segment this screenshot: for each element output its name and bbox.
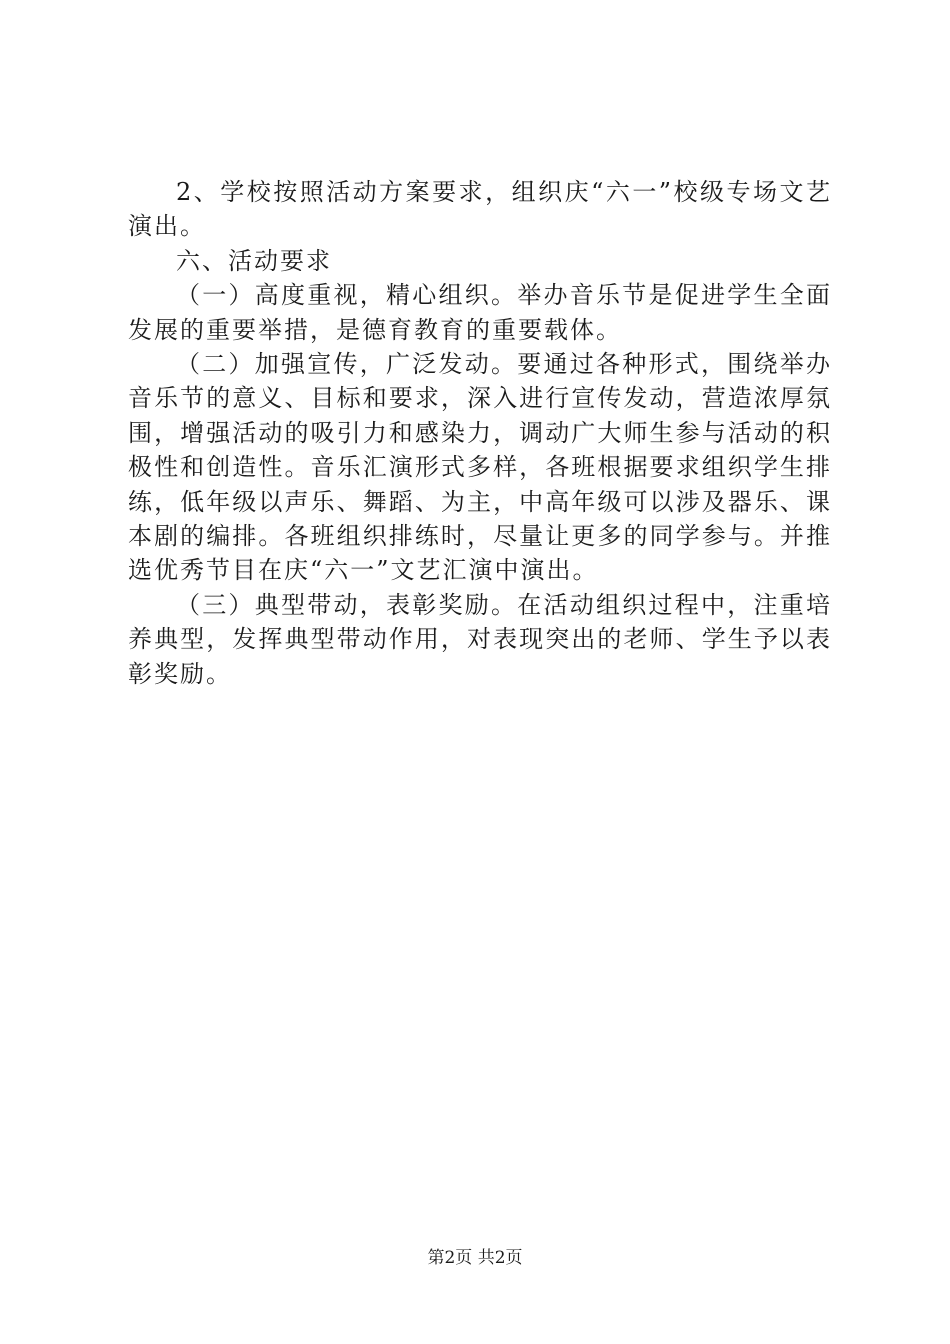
paragraph-requirement-3: （三）典型带动，表彰奖励。在活动组织过程中，注重培养典型，发挥典型带动作用，对表现突出的老师、学生予以表彰奖励。 (128, 590, 832, 688)
section-heading-requirements: 六、活动要求 (176, 246, 332, 275)
paragraph-performance: 2、学校按照活动方案要求，组织庆“六一”校级专场文艺演出。 (128, 178, 832, 241)
page-number: 第2页 共2页 (427, 1248, 523, 1268)
paragraph-requirement-1: （一）高度重视，精心组织。举办音乐节是促进学生全面发展的重要举措，是德育教育的重要载体。 (128, 281, 832, 344)
paragraph-requirement-2: （二）加强宣传，广泛发动。要通过各种形式，围绕举办音乐节的意义、目标和要求，深入进行宣传发动，营造浓厚氛围，增强活动的吸引力和感染力，调动广大师生参与活动的积极性和创造性。音乐汇演形式多样，各班根据要求组织学生排练，低年级以声乐、舞蹈、为主，中高年级可以涉及器乐、课本剧的编排。各班组织排练时，尽量让更多的同学参与。并推选优秀节目在庆“六一”文艺汇演中演出。 (128, 350, 832, 585)
document-body (128, 175, 832, 691)
page-footer (0, 1243, 950, 1268)
